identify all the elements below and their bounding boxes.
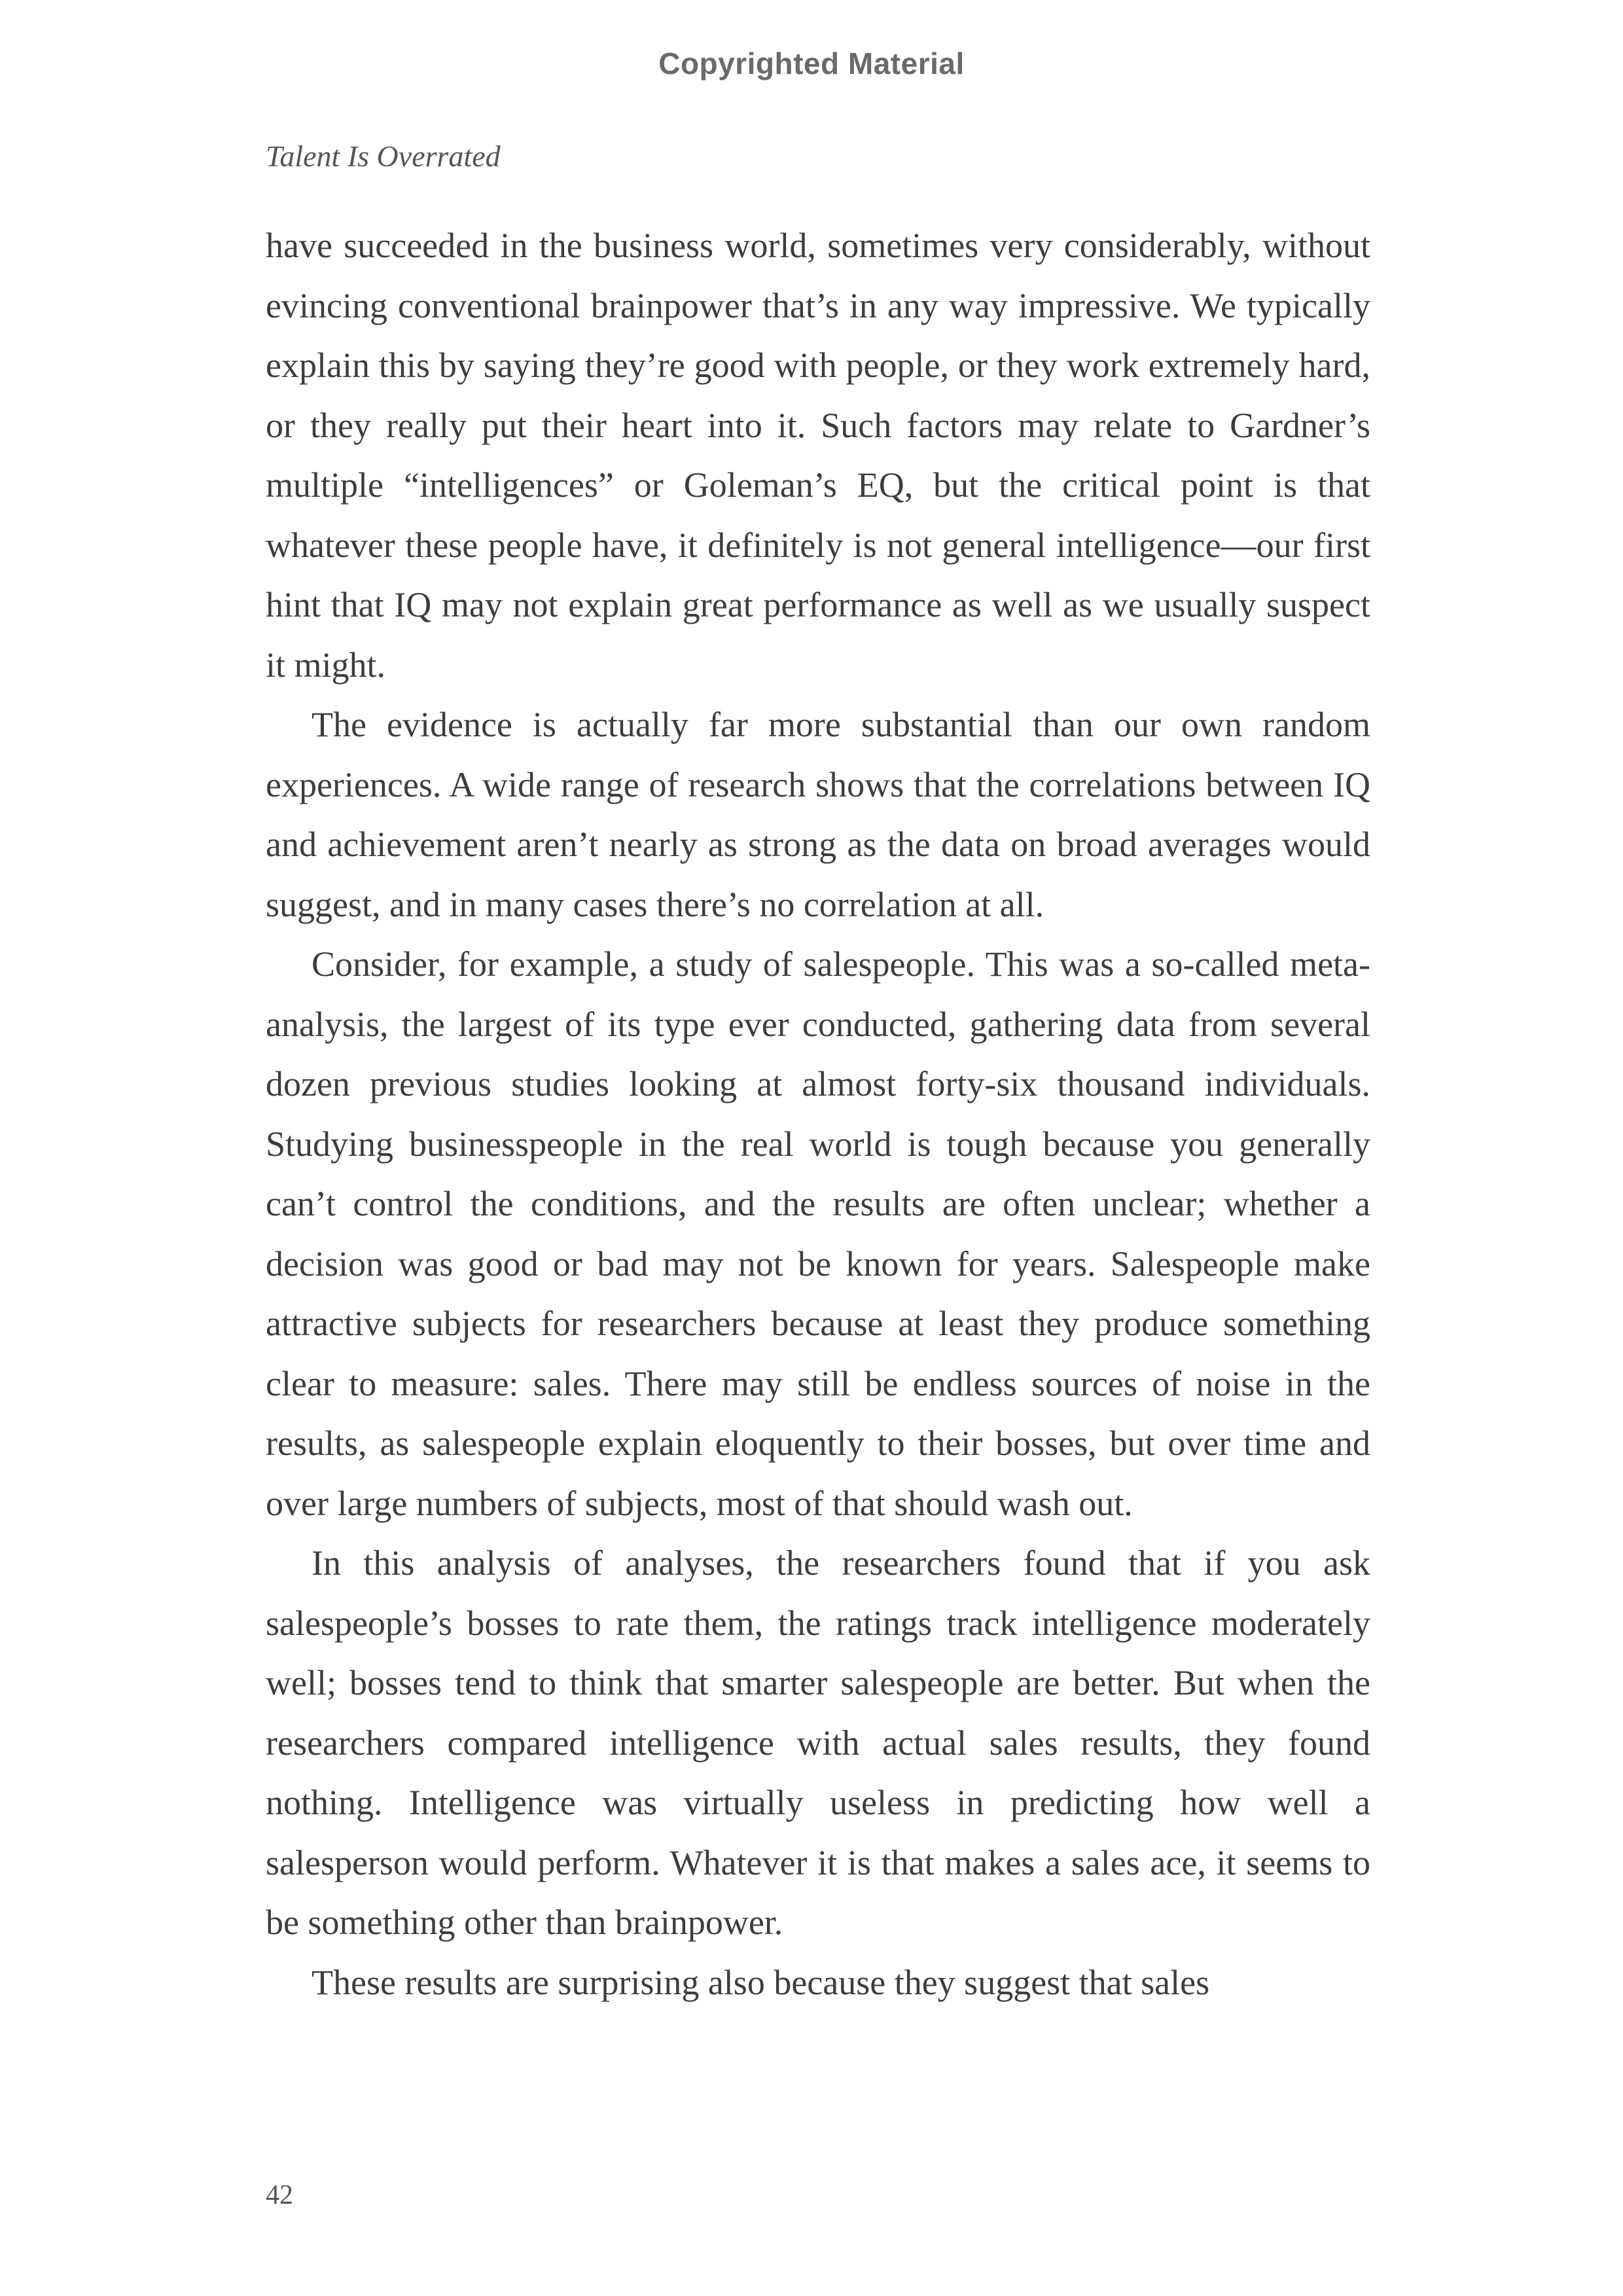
paragraph-5: These results are surprising also because they suggest that sales bbox=[312, 1962, 1210, 2002]
page-body bbox=[266, 216, 1370, 2013]
paragraph-4: In this analysis of analyses, the researchers found that if you ask salespeople’s bosses to rate them, the ratings track intelligence moderately well; bosses tend to think that smarter salespeople are better. But when the researchers compared intelligence with actual sales results, they found nothing. Intelligence was virtually useless in predicting how well a salesperson would perform. Whatever it is that makes a sales ace, it seems to be something other than brainpower. bbox=[266, 1543, 1370, 1942]
paragraph-2: The evidence is actually far more substantial than our own random experiences. A wide range of research shows that the correlations between IQ and achievement aren’t nearly as strong as the data on broad averages would suggest, and in many cases there’s no correlation at all. bbox=[266, 705, 1370, 924]
running-head-title: Talent Is Overrated bbox=[266, 139, 501, 173]
paragraph-1: have succeeded in the business world, sometimes very considerably, without evincing conventional brainpower that’s in any way impressive. We typically explain this by saying they’re good with people, or they work extremely hard, or they really put their heart into it. Such factors may relate to Gardner’s multiple “intelligences” or Goleman’s EQ, but the critical point is that whatever these people have, it definitely is not general intelligence—our first hint that IQ may not explain great performance as well as we usually suspect it might. bbox=[266, 226, 1370, 685]
paragraph-3: Consider, for example, a study of salespeople. This was a so-called meta-analysis, the largest of its type ever conducted, gathering data from several dozen previous studies looking at almost forty-six thousand individuals. Studying businesspeople in the real world is tough because you generally can’t control the conditions, and the results are often unclear; whether a decision was good or bad may not be known for years. Salespeople make attractive subjects for researchers because at least they produce something clear to measure: sales. There may still be endless sources of noise in the results, as salespeople explain eloquently to their bosses, but over time and over large numbers of subjects, most of that should wash out. bbox=[266, 944, 1370, 1523]
copyright-watermark: Copyrighted Material bbox=[658, 46, 965, 81]
page-number: 42 bbox=[266, 2180, 293, 2210]
